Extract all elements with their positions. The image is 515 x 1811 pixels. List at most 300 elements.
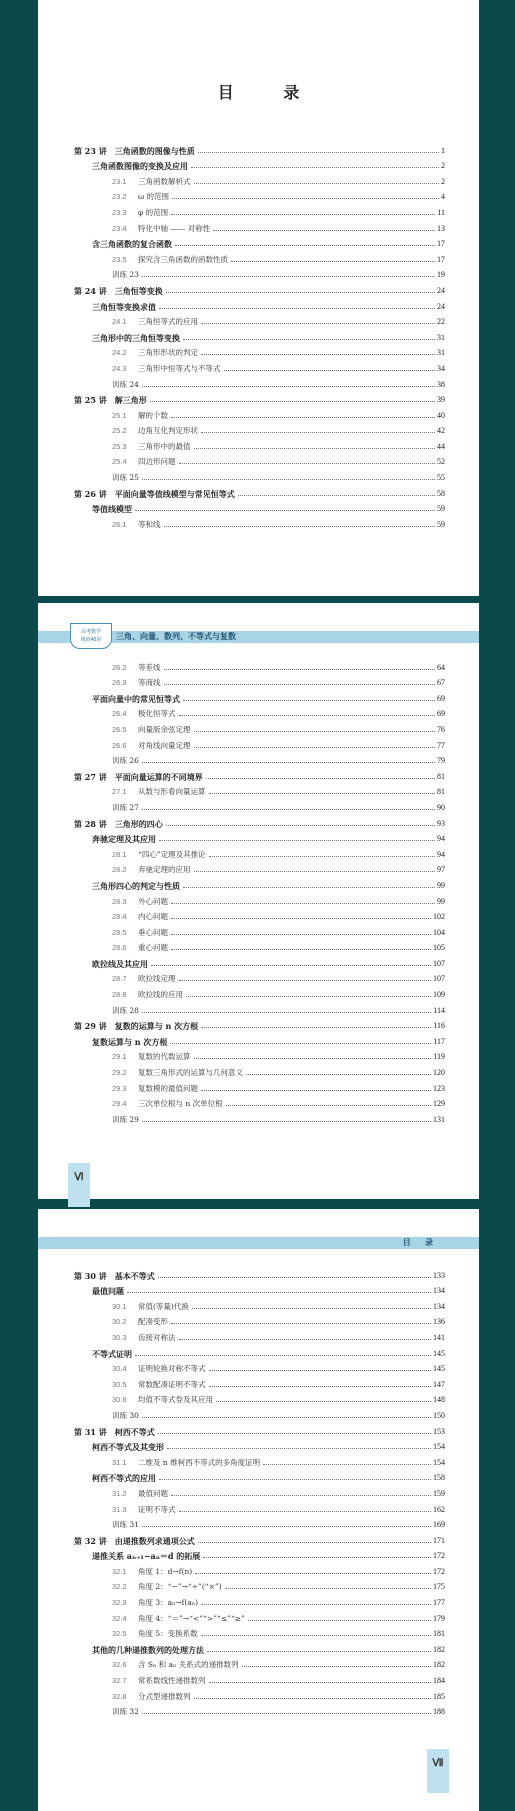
- entry-label: [112, 1582, 222, 1592]
- subsection-entry[interactable]: [74, 969, 445, 985]
- subsection-entry[interactable]: [74, 1577, 445, 1593]
- subsection-entry[interactable]: [74, 673, 445, 689]
- leader-dots: [135, 1355, 431, 1356]
- entry-code: 29.1: [112, 1052, 127, 1062]
- entry-text: 齿接对称法: [138, 1332, 176, 1342]
- entry-page-number: 188: [433, 1707, 445, 1717]
- entry-code: 26.2: [112, 662, 127, 672]
- entry-label: [112, 1567, 192, 1577]
- section-entry[interactable]: [74, 327, 445, 343]
- chapter-entry[interactable]: [74, 1421, 445, 1437]
- section-entry[interactable]: [74, 1639, 445, 1655]
- section-entry[interactable]: [74, 234, 445, 250]
- subsection-entry[interactable]: [74, 1094, 445, 1110]
- entry-code: 28.5: [112, 927, 127, 937]
- section-entry[interactable]: [74, 953, 445, 969]
- entry-label: 训练 25: [112, 473, 139, 483]
- page-number-tab: Ⅶ: [427, 1749, 449, 1793]
- entry-label: [112, 865, 191, 875]
- chapter-entry[interactable]: [74, 1265, 445, 1281]
- leader-dots: [171, 1495, 431, 1496]
- leader-dots: [142, 1012, 431, 1013]
- leader-dots: [150, 401, 435, 402]
- entry-code: 28.3: [112, 896, 127, 906]
- entry-page-number: 81: [437, 771, 445, 781]
- entry-page-number: 117: [433, 1036, 445, 1046]
- section-entry[interactable]: [74, 1343, 445, 1359]
- subsection-entry[interactable]: [74, 1686, 445, 1702]
- entry-page-number: 172: [433, 1566, 445, 1576]
- subsection-entry[interactable]: [74, 343, 445, 359]
- leader-dots: [171, 903, 435, 904]
- entry-label: [112, 520, 161, 530]
- entry-label: 最值问题: [92, 1286, 124, 1297]
- entry-label: 柯西不等式的应用: [92, 1473, 156, 1484]
- subsection-entry[interactable]: [74, 1296, 445, 1312]
- entry-code: 28.2: [112, 865, 127, 875]
- entry-label: [112, 411, 168, 421]
- entry-label: [112, 426, 198, 436]
- toc-list: [74, 657, 445, 1125]
- entry-label: 训练 27: [112, 802, 139, 812]
- leader-dots: [183, 339, 435, 340]
- leader-dots: [179, 715, 436, 716]
- entry-page-number: 145: [433, 1364, 445, 1374]
- entry-code: 29.2: [112, 1068, 127, 1078]
- leader-dots: [179, 1339, 432, 1340]
- leader-dots: [159, 1479, 431, 1480]
- entry-page-number: 109: [433, 990, 445, 1000]
- entry-label: [112, 1629, 198, 1639]
- entry-label: [112, 1099, 223, 1109]
- entry-label: [112, 1395, 213, 1405]
- leader-dots: [195, 1573, 431, 1574]
- entry-text: 证明不等式: [138, 1504, 176, 1514]
- entry-label: [112, 1317, 168, 1327]
- entry-label: 三角形中的三角恒等变换: [92, 332, 180, 343]
- entry-page-number: 81: [437, 787, 445, 797]
- entry-text: 最值问题: [138, 1488, 168, 1498]
- leader-dots: [175, 245, 435, 246]
- subsection-entry[interactable]: [74, 1483, 445, 1499]
- entry-label: 三角恒等变换求值: [92, 301, 156, 312]
- subsection-entry[interactable]: [74, 984, 445, 1000]
- entry-text: 复数三角形式的运算与几何意义: [138, 1068, 243, 1078]
- leader-dots: [171, 214, 435, 215]
- leader-dots: [142, 1121, 431, 1122]
- subsection-entry[interactable]: [74, 514, 445, 530]
- entry-page-number: 52: [437, 457, 445, 467]
- entry-page-number: 134: [433, 1301, 445, 1311]
- entry-page-number: 79: [437, 756, 445, 766]
- entry-page-number: 39: [437, 395, 445, 405]
- page-title: 目 录: [217, 83, 322, 102]
- entry-code: 29.4: [112, 1099, 127, 1109]
- leader-dots: [183, 887, 435, 888]
- leader-dots: [142, 276, 435, 277]
- subsection-entry[interactable]: [74, 1359, 445, 1375]
- entry-code: 32.7: [112, 1676, 127, 1686]
- entry-label: [112, 224, 210, 234]
- leader-dots: [142, 386, 435, 387]
- entry-text: 分式型递推数列: [138, 1691, 191, 1701]
- entry-text: 对角线向量定理: [138, 740, 191, 750]
- entry-text: 等和线: [138, 519, 161, 529]
- chapter-entry[interactable]: [74, 1530, 445, 1546]
- toc-page-2: [38, 603, 479, 1199]
- entry-page-number: 90: [437, 802, 445, 812]
- section-entry[interactable]: [74, 875, 445, 891]
- leader-dots: [127, 1292, 431, 1293]
- subsection-entry[interactable]: [74, 452, 445, 468]
- section-entry[interactable]: [74, 1546, 445, 1562]
- leader-dots: [194, 183, 440, 184]
- leader-dots: [170, 1043, 431, 1044]
- subsection-entry[interactable]: [74, 1608, 445, 1624]
- entry-text: 三角恒等式的应用: [138, 317, 198, 327]
- entry-label: 含三角函数的复合函数: [92, 239, 172, 250]
- entry-text: 三角形形状的判定: [138, 348, 198, 358]
- leader-dots: [209, 856, 435, 857]
- subsection-entry[interactable]: [74, 467, 445, 483]
- leader-dots: [164, 684, 436, 685]
- toc-page-3: [38, 1209, 479, 1811]
- entry-text: φ 的范围: [138, 207, 169, 217]
- subsection-entry[interactable]: [74, 1078, 445, 1094]
- chapter-entry[interactable]: [74, 766, 445, 782]
- leader-dots: [179, 1511, 432, 1512]
- chapter-entry[interactable]: [74, 280, 445, 296]
- entry-code: 32.6: [112, 1660, 127, 1670]
- leader-dots: [201, 354, 435, 355]
- leader-dots: [192, 1308, 431, 1309]
- subsection-entry[interactable]: [74, 1499, 445, 1515]
- leader-dots: [263, 1464, 431, 1465]
- leader-dots: [158, 1433, 431, 1434]
- entry-text: 垂心问题: [138, 927, 168, 937]
- entry-label: [112, 1333, 176, 1343]
- leader-dots: [201, 1027, 431, 1028]
- entry-text: 常值(等量)代换: [138, 1301, 189, 1311]
- entry-code: 32.1: [112, 1566, 127, 1576]
- entry-page-number: 59: [437, 519, 445, 529]
- entry-text: 角度 5：变换系数: [138, 1629, 198, 1639]
- subsection-entry[interactable]: [74, 797, 445, 813]
- subsection-entry[interactable]: [74, 844, 445, 860]
- section-entry[interactable]: [74, 1281, 445, 1297]
- leader-dots: [201, 1635, 431, 1636]
- entry-page-number: 104: [433, 927, 445, 937]
- entry-page-number: 42: [437, 426, 445, 436]
- leader-dots: [194, 747, 436, 748]
- subsection-entry[interactable]: [74, 202, 445, 218]
- section-entry[interactable]: [74, 688, 445, 704]
- entry-text: 复数的代数运算: [138, 1052, 191, 1062]
- chapter-entry[interactable]: [74, 390, 445, 406]
- subsection-entry[interactable]: [74, 922, 445, 938]
- entry-code: 23.5: [112, 254, 127, 264]
- entry-label: 训练 28: [112, 1005, 139, 1015]
- subsection-entry[interactable]: [74, 782, 445, 798]
- leader-dots: [142, 762, 435, 763]
- leader-dots: [166, 825, 435, 826]
- entry-code: 26.6: [112, 740, 127, 750]
- subsection-entry[interactable]: [74, 1670, 445, 1686]
- entry-page-number: 136: [433, 1317, 445, 1327]
- entry-label: [112, 787, 206, 797]
- leader-dots: [203, 1557, 431, 1558]
- leader-dots: [172, 198, 439, 199]
- entry-page-number: 102: [433, 912, 445, 922]
- entry-label: [112, 943, 168, 953]
- entry-page-number: 159: [433, 1488, 445, 1498]
- entry-code: 26.4: [112, 709, 127, 719]
- entry-page-number: 2: [441, 176, 445, 186]
- entry-text: 边角互化判定形状: [138, 426, 198, 436]
- subsection-entry[interactable]: [74, 1452, 445, 1468]
- leader-dots: [209, 793, 436, 794]
- subsection-entry[interactable]: [74, 1000, 445, 1016]
- entry-label: 训练 23: [112, 270, 139, 280]
- leader-dots: [179, 463, 436, 464]
- entry-text: 角度 2：“−”→“÷”(“×”): [138, 1582, 222, 1592]
- entry-page-number: 99: [437, 896, 445, 906]
- entry-page-number: 19: [437, 270, 445, 280]
- leader-dots: [201, 1604, 431, 1605]
- entry-page-number: 114: [433, 1005, 445, 1015]
- entry-text: 三角形中的最值: [138, 441, 191, 451]
- subsection-entry[interactable]: [74, 907, 445, 923]
- subsection-entry[interactable]: [74, 1312, 445, 1328]
- leader-dots: [164, 526, 436, 527]
- subsection-entry[interactable]: [74, 436, 445, 452]
- entry-page-number: 177: [433, 1598, 445, 1608]
- leader-dots: [179, 980, 432, 981]
- entry-text: 内心问题: [138, 912, 168, 922]
- chapter-entry[interactable]: [74, 483, 445, 499]
- subsection-entry[interactable]: [74, 374, 445, 390]
- leader-dots: [186, 996, 431, 997]
- subsection-entry[interactable]: [74, 421, 445, 437]
- entry-label: [112, 457, 176, 467]
- entry-label: 三角函数图像的变换及应用: [92, 161, 188, 172]
- entry-label: [112, 928, 168, 938]
- entry-label: 训练 31: [112, 1520, 139, 1530]
- leader-dots: [135, 510, 435, 511]
- entry-text: 含 Sₙ 和 aₙ 关系式的递推数列: [138, 1660, 239, 1670]
- leader-dots: [142, 1417, 431, 1418]
- entry-code: 24.3: [112, 363, 127, 373]
- leader-dots: [142, 809, 435, 810]
- entry-label: 不等式证明: [92, 1348, 132, 1359]
- subsection-entry[interactable]: [74, 249, 445, 265]
- subsection-entry[interactable]: [74, 218, 445, 234]
- entry-page-number: 22: [437, 317, 445, 327]
- entry-text: 均值不等式券及其应用: [138, 1395, 213, 1405]
- entry-code: 32.4: [112, 1613, 127, 1623]
- entry-page-number: 17: [437, 254, 445, 264]
- section-entry[interactable]: [74, 1437, 445, 1453]
- subsection-entry[interactable]: [74, 1047, 445, 1063]
- entry-label: [112, 1084, 198, 1094]
- subsection-entry[interactable]: [74, 735, 445, 751]
- entry-code: 30.6: [112, 1395, 127, 1405]
- entry-label: 奔驰定理及其应用: [92, 834, 156, 845]
- entry-label: [112, 317, 198, 327]
- entry-code: 29.3: [112, 1083, 127, 1093]
- subsection-entry[interactable]: [74, 187, 445, 203]
- subsection-entry[interactable]: [74, 1327, 445, 1343]
- entry-label: [112, 725, 191, 735]
- entry-code: 26.1: [112, 519, 127, 529]
- subsection-entry[interactable]: [74, 704, 445, 720]
- section-entry[interactable]: [74, 499, 445, 515]
- entry-label: [112, 897, 168, 907]
- entry-page-number: 107: [433, 974, 445, 984]
- entry-page-number: 24: [437, 301, 445, 311]
- toc-list: [74, 1265, 445, 1717]
- entry-label: 第 25 讲 解三角形: [74, 395, 147, 406]
- entry-page-number: 76: [437, 724, 445, 734]
- entry-text: 重心问题: [138, 943, 168, 953]
- series-badge: [70, 623, 112, 649]
- entry-page-number: 119: [433, 1052, 445, 1062]
- entry-text: 从数与形看向量运算: [138, 787, 206, 797]
- entry-page-number: 94: [437, 849, 445, 859]
- entry-text: 证明轮换对称不等式: [138, 1364, 206, 1374]
- subsection-entry[interactable]: [74, 171, 445, 187]
- leader-dots: [198, 1542, 431, 1543]
- subsection-entry[interactable]: [74, 1515, 445, 1531]
- leader-dots: [142, 479, 435, 480]
- leader-dots: [225, 1588, 431, 1589]
- entry-text: ω 的范围: [138, 192, 169, 202]
- leader-dots: [167, 1448, 431, 1449]
- subsection-entry[interactable]: [74, 751, 445, 767]
- entry-code: 28.8: [112, 990, 127, 1000]
- subsection-entry[interactable]: [74, 405, 445, 421]
- subsection-entry[interactable]: [74, 312, 445, 328]
- entry-page-number: 67: [437, 678, 445, 688]
- entry-text: 解的个数: [138, 410, 168, 420]
- subsection-entry[interactable]: [74, 657, 445, 673]
- entry-page-number: 1: [441, 145, 445, 155]
- entry-code: 30.2: [112, 1317, 127, 1327]
- section-entry[interactable]: [74, 296, 445, 312]
- leader-dots: [201, 1090, 431, 1091]
- entry-label: [112, 255, 228, 265]
- subsection-entry[interactable]: [74, 1374, 445, 1390]
- entry-label: [112, 912, 168, 922]
- subsection-entry[interactable]: [74, 1062, 445, 1078]
- entry-page-number: 184: [433, 1676, 445, 1686]
- subsection-entry[interactable]: [74, 265, 445, 281]
- leader-dots: [226, 1105, 431, 1106]
- entry-label: 第 26 讲 平面向量等值线模型与常见恒等式: [74, 488, 235, 499]
- chapter-entry[interactable]: [74, 140, 445, 156]
- entry-label: 第 27 讲 平面向量运算的不同境界: [74, 771, 203, 782]
- entry-page-number: 38: [437, 379, 445, 389]
- leader-dots: [171, 949, 431, 950]
- leader-dots: [151, 965, 431, 966]
- leader-dots: [194, 731, 436, 732]
- chapter-entry[interactable]: [74, 813, 445, 829]
- section-entry[interactable]: [74, 1031, 445, 1047]
- subsection-entry[interactable]: [74, 1592, 445, 1608]
- entry-text: 等商线: [138, 678, 161, 688]
- entry-label: 训练 26: [112, 756, 139, 766]
- entry-label: [112, 1660, 239, 1670]
- entry-code: 26.3: [112, 678, 127, 688]
- entry-code: 28.1: [112, 849, 127, 859]
- entry-label: 第 24 讲 三角恒等变换: [74, 285, 163, 296]
- section-entry[interactable]: [74, 1468, 445, 1484]
- entry-page-number: 169: [433, 1520, 445, 1530]
- subsection-entry[interactable]: [74, 1624, 445, 1640]
- entry-page-number: 4: [441, 192, 445, 202]
- header-title: 三角、向量、数列、不等式与复数: [116, 632, 236, 641]
- entry-page-number: 158: [433, 1473, 445, 1483]
- toc-page-1: [38, 0, 479, 596]
- subsection-entry[interactable]: [74, 1655, 445, 1671]
- entry-code: 23.1: [112, 176, 127, 186]
- leader-dots: [194, 1698, 432, 1699]
- subsection-entry[interactable]: [74, 891, 445, 907]
- entry-label: [112, 1364, 206, 1374]
- subsection-entry[interactable]: [74, 860, 445, 876]
- leader-dots: [194, 448, 436, 449]
- entry-code: 30.4: [112, 1364, 127, 1374]
- entry-label: [112, 364, 221, 374]
- entry-code: 28.6: [112, 943, 127, 953]
- entry-code: 24.2: [112, 348, 127, 358]
- entry-page-number: 58: [437, 488, 445, 498]
- subsection-entry[interactable]: [74, 1390, 445, 1406]
- subsection-entry[interactable]: [74, 1109, 445, 1125]
- entry-page-number: 129: [433, 1099, 445, 1109]
- leader-dots: [158, 1277, 431, 1278]
- section-entry[interactable]: [74, 156, 445, 172]
- entry-label: 第 32 讲 由递推数列求通项公式: [74, 1535, 195, 1546]
- entry-label: [112, 1489, 168, 1499]
- toc-list: [74, 140, 445, 530]
- entry-label: 其他的几种递推数列的处理方法: [92, 1644, 204, 1655]
- subsection-entry[interactable]: [74, 1702, 445, 1718]
- subsection-entry[interactable]: [74, 719, 445, 735]
- section-entry[interactable]: [74, 829, 445, 845]
- leader-dots: [159, 308, 435, 309]
- subsection-entry[interactable]: [74, 1405, 445, 1421]
- subsection-entry[interactable]: [74, 358, 445, 374]
- leader-dots: [242, 1666, 431, 1667]
- entry-page-number: 17: [437, 239, 445, 249]
- entry-label: 第 28 讲 三角形的四心: [74, 818, 163, 829]
- entry-label: [112, 348, 198, 358]
- entry-page-number: 153: [433, 1426, 445, 1436]
- subsection-entry[interactable]: [74, 1561, 445, 1577]
- entry-text: 三角形中恒等式与不等式: [138, 363, 221, 373]
- entry-code: 23.4: [112, 223, 127, 233]
- subsection-entry[interactable]: [74, 938, 445, 954]
- entry-text: 角度 4：“＝”→“<”“>”“≤”“≥”: [138, 1613, 245, 1623]
- entry-page-number: 171: [433, 1535, 445, 1545]
- entry-text: 特化中轴 —— 对称性: [138, 223, 211, 233]
- chapter-entry[interactable]: [74, 1016, 445, 1032]
- entry-label: 训练 32: [112, 1707, 139, 1717]
- entry-code: 25.2: [112, 426, 127, 436]
- entry-label: [112, 1505, 176, 1515]
- entry-label: [112, 442, 191, 452]
